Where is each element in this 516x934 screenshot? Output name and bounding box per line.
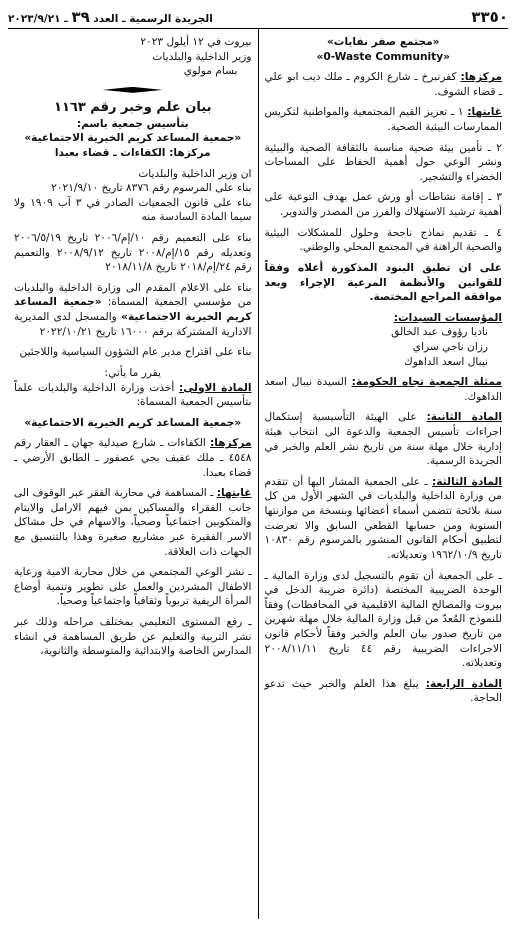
- goal-3-b: ـ رفع المستوى التعليمي بمختلف مراحله وذلك عبر نشر التربية والتعليم عن طريق المساهمة في انشاء المدارس الخاصة والابتدائية والمتوسطة والثانوية،: [14, 616, 252, 658]
- founder-2: رزان ناجي سراي: [412, 340, 488, 353]
- founders-label: المؤسسات السيدات:: [393, 311, 502, 324]
- article-3-b: ـ على الجمعية أن تقوم بالتسجيل لدى وزارة المالية ـ الوحدة الضريبية المختصة (دائرة ضريبة الدخل في بيروت والمصالح المالية الاقليمية في المحافظات) وفقاً للنموذج المُعدّ من قبل وزارة المالية خلال مهلة شهرين من تاريخ صدور بيان العلم والخبر وفقاً لأحكام قانون الاجراءات الضريبية رقم ٤٤ تاريخ ٢٠٠٨/١١/١١ وتعديلاته.: [264, 569, 502, 670]
- association-name: «جمعية المساعد كريم الخيرية الاجتماعية»: [24, 132, 242, 145]
- goal-2-b: ـ نشر الوعي المجتمعي من خلال محاربة الامية ورعاية الاطفال المشردين والعمل على تطوير وتنمية أوضاع المرأة الريفية تربوياً وثقافياً واجتماعياً وصحياً.: [14, 566, 252, 608]
- preamble-4: بناء على التعميم رقم ١٠/إم/٢٠٠٦ تاريخ ٢٠٠٦/٥/١٩ وتعديله رقم ١٥/إم/٢٠٠٨ تاريخ ٢٠٠٨/٩/١٢ والتعميم رقم ٢٤/إم/٢٠١٨ تاريخ ٢٠١٨/١١/٨: [14, 232, 252, 274]
- goal-3: ٣ ـ إقامة نشاطات أو ورش عمل بهدف التوعية على أهمية ترشيد الاستهلاك والفرز من المصدر والتدوير.: [264, 191, 502, 219]
- assoc-title-ar: «مجتمع صفر نفايات»: [326, 36, 440, 48]
- notice-subtitle: بتأسيس جمعية باسم:: [76, 117, 189, 130]
- article-2: المادة الثانية: على الهيئة التأسيسية إستكمال اجراءات تأسيس الجمعية والدعوة الى انتخاب هيئة إدارية خلال مهلة سنة من تاريخ نشر العلم والخبر في الجريدة الرسمية.: [264, 411, 502, 468]
- preamble-1: ان وزير الداخلية والبلديات: [138, 167, 252, 180]
- assoc-title-en: «0-Waste Community»: [316, 50, 450, 63]
- columns: [8, 29, 508, 919]
- gazette-title: الجريدة الرسمية ـ العدد ٣٩ ـ ٢٠٢٣/٩/٢١: [8, 8, 213, 26]
- association-hq: مركزها: الكفاءات ـ قضاء بعبدا: [54, 146, 211, 159]
- founder-1: ناديا رؤوف عبد الخالق: [391, 326, 488, 339]
- right-column: [258, 29, 509, 919]
- preamble-3: بناء على قانون الجمعيات الصادر في ٣ آب ١٩٠٩ ولا سيما المادة السادسة منه: [14, 196, 252, 224]
- signature-name: بسام مولوي: [183, 65, 238, 78]
- decides-line: يقرر ما يأتي:: [104, 366, 161, 379]
- left-column: [8, 29, 258, 919]
- section-divider: [103, 87, 163, 93]
- goals-2-paragraph: غايتها: ـ المساهمة في محاربة الفقر عبر الوقوف الى جانب الفقراء والمساكين بمن فيهم الارامل والايتام والمتكوبين اجتماعياً وصحياً، والاسهام في حل مشاكل الاسر الفقيرة عبر مشاريع صغيرة وهذا بالتنسيق مع الجهات ذات العلاقة.: [14, 487, 252, 558]
- founder-3: نيبال اسعد الداهوك: [404, 355, 488, 368]
- article-3: المادة الثالثة: ـ على الجمعية المشار اليها أن تتقدم من وزارة الداخلية والبلديات في الشهر الأول من كل سنة بلائحة تتضمن أسماء أعضائها وبنسخة من موازنتها السنوية ومن حسابها القطعي السابق والا تعرضت لتطبيق أحكام القانون المنشور بالمرسوم رقم ١٠٨٣٠ تاريخ ١٩٦٢/١٠/٩ وتعديلاته.: [264, 475, 502, 561]
- hq-2-paragraph: مركزها: الكفاءات ـ شارع صيدلية جهان ـ العقار رقم ٤٥٤٨ ـ ملك عفيف بجي عصفور ـ الطابق الأرضي ـ قضاء بعبدا.: [14, 437, 252, 479]
- goals-paragraph: غايتها: ١ ـ تعزيز القيم المجتمعية والمواطنية لتكريس الممارسات البيئية الصحية.: [264, 106, 502, 134]
- preamble-5: بناء على الاعلام المقدم الى وزارة الداخلية والبلديات من مؤسسي الجمعية المسماة: «جمعية المساعد كريم الخيرية الاجتماعية» والمسجل لدى المديرية الادارية المشتركة برقم ١٦٠٠٠ تاريخ ٢٠٢٢/١٠/٢١: [14, 281, 252, 338]
- issue-date: ـ ٢٠٢٣/٩/٢١: [8, 13, 68, 25]
- article-4: المادة الرابعة: يبلغ هذا العلم والخبر حيث تدعو الحاجة.: [264, 677, 502, 705]
- association-name-2: «جمعية المساعد كريم الخيرية الاجتماعية»: [24, 416, 242, 429]
- page-header: [8, 6, 508, 29]
- goal-4: ٤ ـ تقديم نماذج ناجحة وحلول للمشكلات البيئية والصحية الراهنة في المجتمع المحلي والوطني.: [264, 226, 502, 254]
- signature-date: بيروت في ١٢ أيلول ٢٠٢٣: [140, 36, 252, 48]
- notice-title: بيان علم وخبر رقم ١١٦٣: [54, 99, 212, 115]
- signature-title: وزير الداخلية والبلديات: [152, 50, 252, 63]
- page-number: ٣٣٥٠: [471, 8, 508, 26]
- condition-paragraph: على ان تطبق البنود المذكورة أعلاه وفقاً للقوانين والأنظمة المرعية الإجراء وبعد موافقة المراجع المختصة.: [264, 261, 502, 304]
- preamble-2: بناء على المرسوم رقم ٨٣٧٦ تاريخ ٢٠٢١/٩/١٠: [51, 182, 252, 195]
- article-1: المادة الاولى: أخذت وزارة الداخلية والبلديات علماً بتأسيس الجمعية المسماة:: [14, 381, 252, 409]
- preamble-6: بناء على اقتراح مدير عام الشؤون السياسية واللاجئين: [19, 346, 252, 359]
- issue-number: ٣٩: [71, 8, 90, 26]
- hq-paragraph: مركزها: كفرنبرخ ـ شارع الكروم ـ ملك ديب ابو علي ـ قضاء الشوف.: [264, 71, 502, 98]
- representative-paragraph: ممثلة الجمعية تجاه الحكومة: السيدة نيبال اسعد الداهوك.: [264, 376, 502, 403]
- goal-2: ٢ ـ تأمين بيئة صحية مناسبة بالثقافة الصحية والبيئية ونشر الوعي حول أهمية الحفاظ على المساحات الخضراء والتشجير.: [264, 141, 502, 183]
